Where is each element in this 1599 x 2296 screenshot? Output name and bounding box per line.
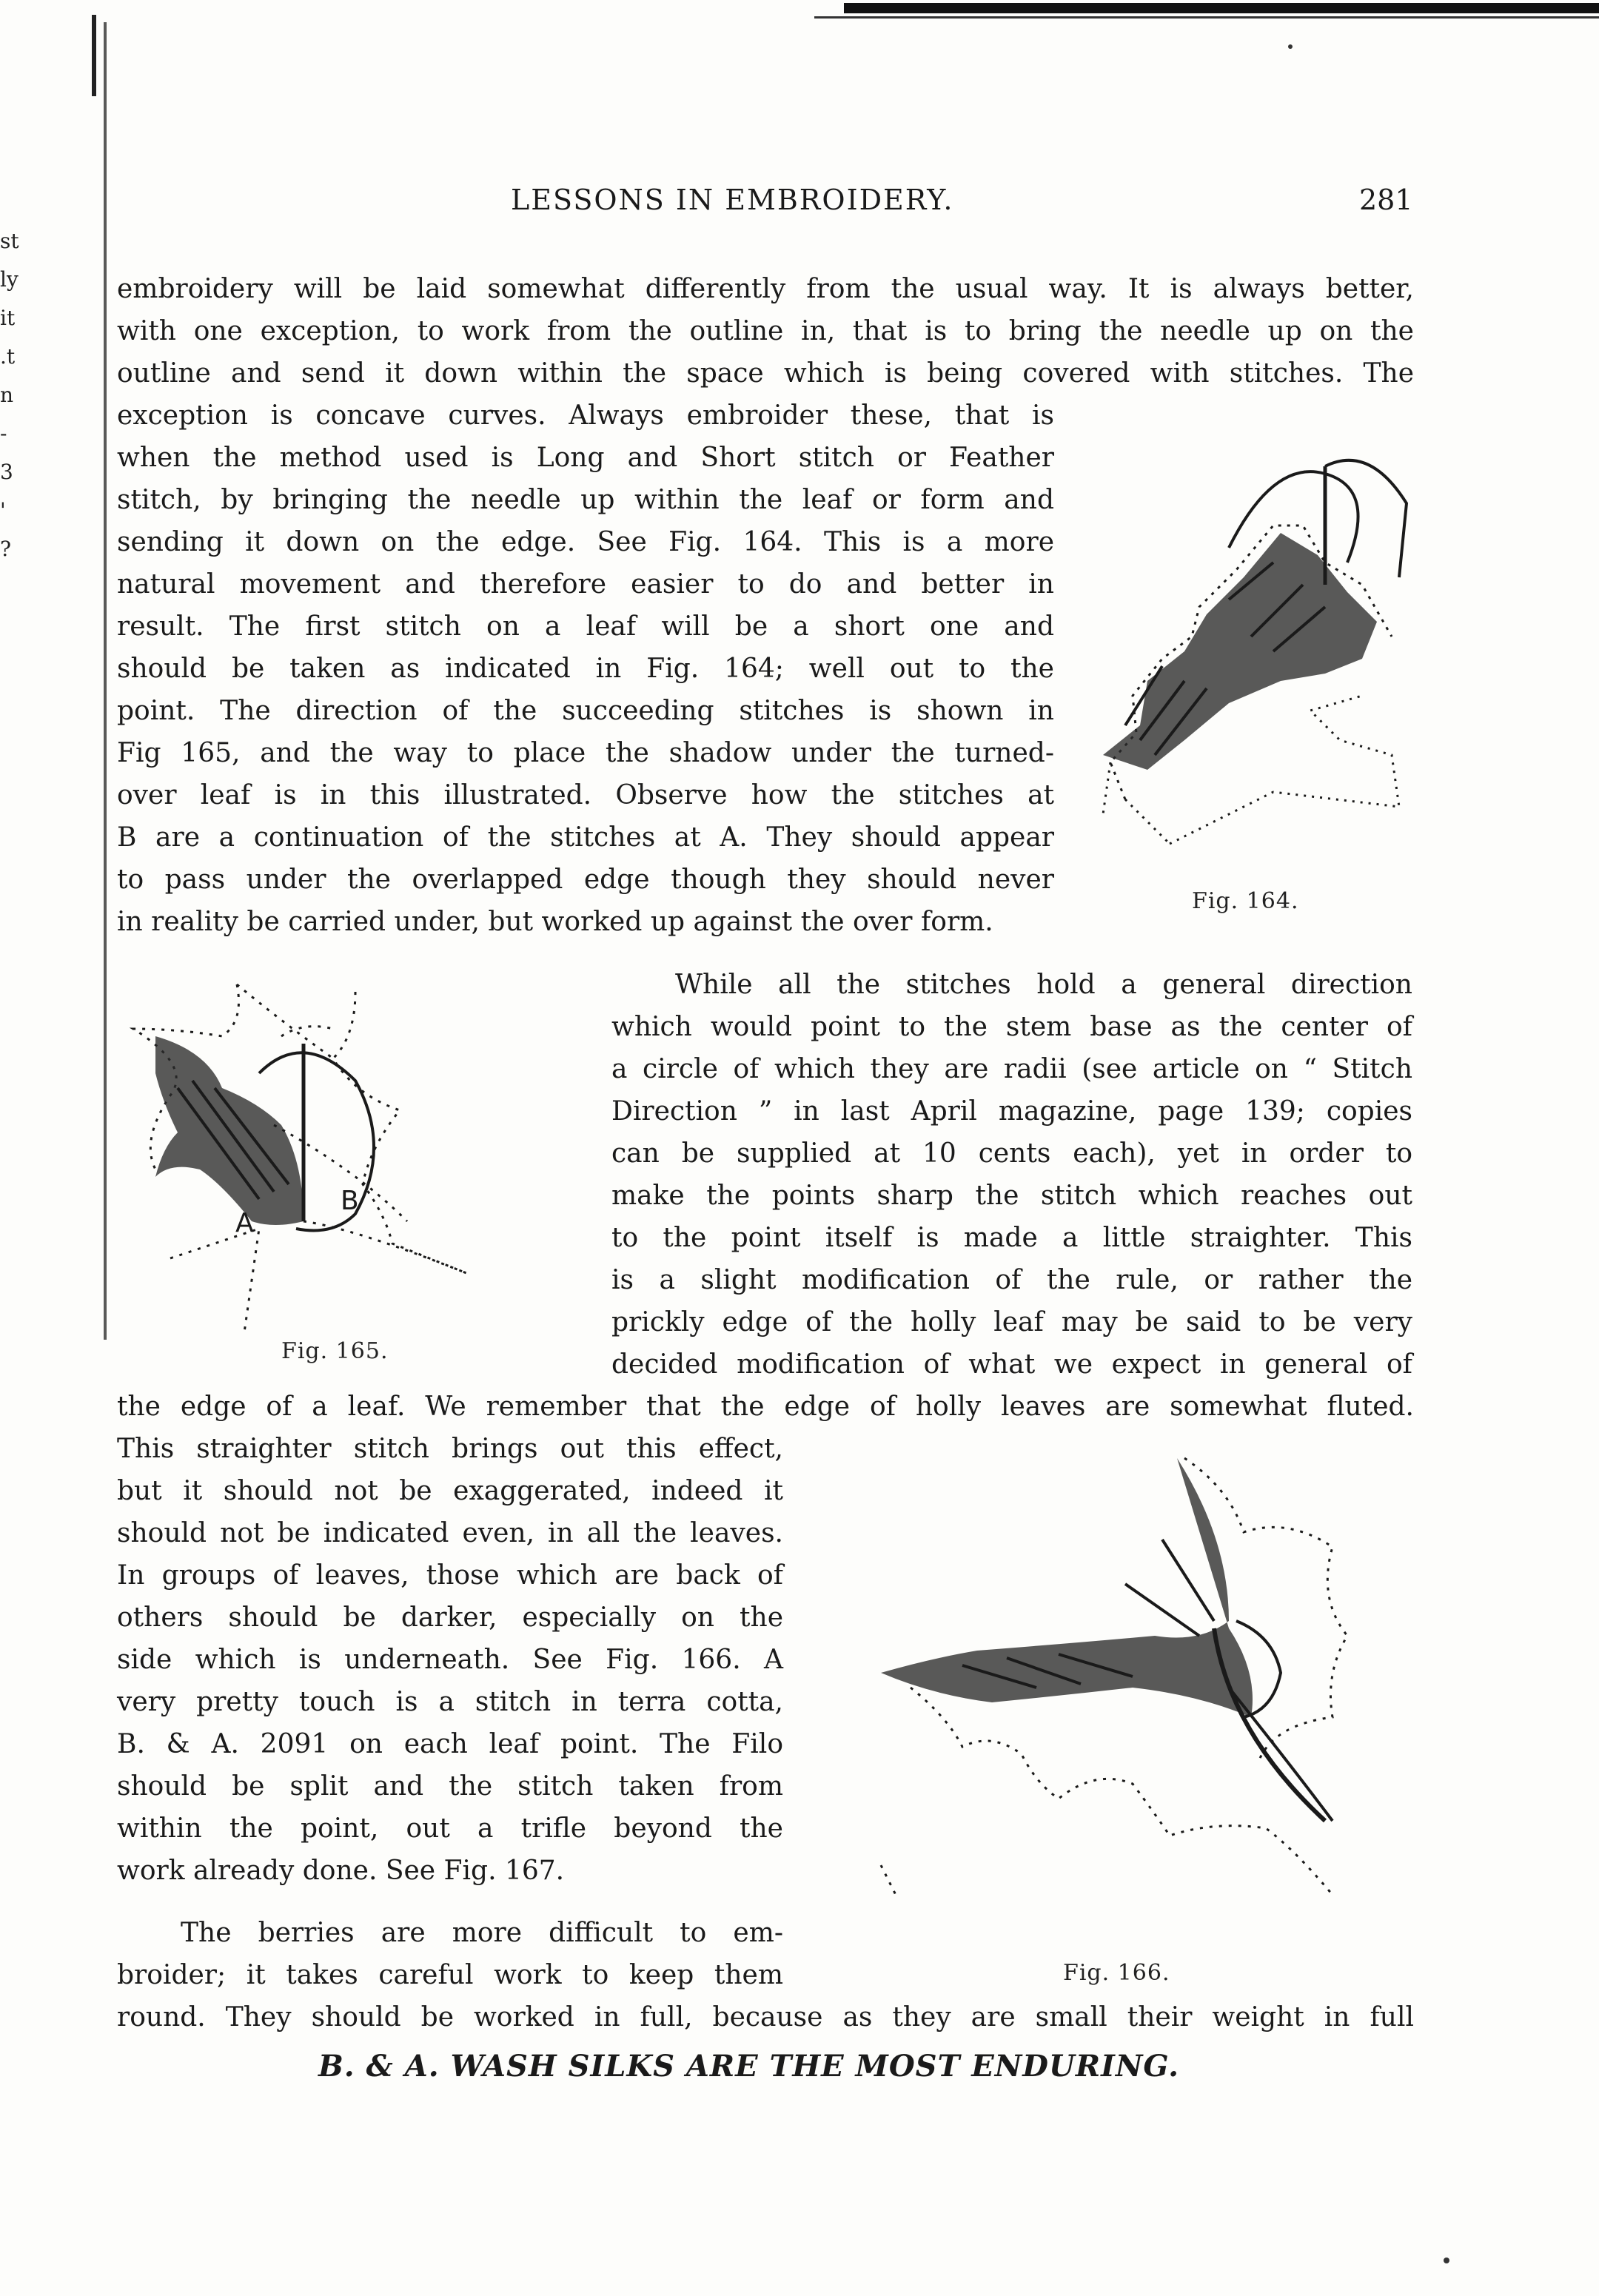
text-line: exception is concave curves. Always embroider these, that is xyxy=(117,400,1054,431)
text-line: but it should not be exaggerated, indeed it xyxy=(117,1476,783,1506)
text-line: result. The first stitch on a leaf will be a short one and xyxy=(117,611,1054,642)
text-line: side which is underneath. See Fig. 166. A xyxy=(117,1645,783,1675)
paragraph-2-beside-fig165 xyxy=(611,964,1412,1386)
paragraph-3-wide xyxy=(117,1996,1414,2038)
edge-fragment: st xyxy=(0,229,19,253)
figure-164 xyxy=(1081,414,1421,914)
scan-speck xyxy=(1288,44,1293,49)
text-line: B. & A. 2091 on each leaf point. The Filo xyxy=(117,1729,783,1759)
edge-fragment: ' xyxy=(0,498,6,523)
paragraph-1-narrow xyxy=(117,395,1054,943)
paragraph-2-beside-fig166 xyxy=(117,1428,783,1892)
gutter-mark xyxy=(92,15,96,96)
text-line: make the points sharp the stitch which reaches out xyxy=(611,1181,1412,1211)
text-line: when the method used is Long and Short stitch or Feather xyxy=(117,443,1054,473)
figure-165 xyxy=(111,977,570,1369)
text-line: prickly edge of the holly leaf may be said to be very xyxy=(611,1307,1412,1337)
figure-caption: Fig. 164. xyxy=(1192,888,1299,914)
edge-fragment: - xyxy=(0,421,7,446)
text-line: others should be darker, especially on the xyxy=(117,1602,783,1633)
text-line: a circle of which they are radii (see article on “ Stitch xyxy=(611,1054,1412,1084)
edge-fragment: n xyxy=(0,383,14,407)
figure-165-illustration xyxy=(111,977,570,1332)
text-line: should be taken as indicated in Fig. 164; well out to the xyxy=(117,654,1054,684)
edge-fragment: ly xyxy=(0,267,19,292)
text-line: can be supplied at 10 cents each), yet in order to xyxy=(611,1138,1412,1169)
text-line: to the point itself is made a little straighter. This xyxy=(611,1223,1412,1253)
text-line: stitch, by bringing the needle up within the leaf or form and xyxy=(117,485,1054,515)
gutter-shadow xyxy=(104,22,107,1340)
running-head: LESSONS IN EMBROIDERY. xyxy=(511,184,954,216)
paragraph-3-narrow xyxy=(117,1912,783,1996)
paragraph-2-wide xyxy=(117,1386,1414,1428)
text-line: embroidery will be laid somewhat differently from the usual way. It is always better, xyxy=(117,274,1414,304)
text-line: natural movement and therefore easier to do and better in xyxy=(117,569,1054,600)
text-line: in reality be carried under, but worked up against the over form. xyxy=(117,907,993,937)
page-number: 281 xyxy=(1359,184,1413,216)
edge-fragment: 3 xyxy=(0,460,13,484)
edge-fragment: it xyxy=(0,306,16,330)
text-line: very pretty touch is a stitch in terra cotta, xyxy=(117,1687,783,1717)
text-line: is a slight modification of the rule, or rather the xyxy=(611,1265,1412,1295)
figure-166 xyxy=(814,1451,1392,2013)
text-line: which would point to the stem base as the center of xyxy=(611,1012,1412,1042)
text-line: should be split and the stitch taken from xyxy=(117,1771,783,1802)
text-line: outline and send it down within the space which is being covered with stitches. The xyxy=(117,358,1414,389)
text-line: In groups of leaves, those which are back of xyxy=(117,1560,783,1591)
text-line: Fig 165, and the way to place the shadow under the turned- xyxy=(117,738,1054,768)
figure-caption: Fig. 165. xyxy=(281,1338,389,1364)
paragraph-1-wide xyxy=(117,268,1414,395)
text-line: broider; it takes careful work to keep them xyxy=(117,1960,783,1990)
footer-slogan: B. & A. WASH SILKS ARE THE MOST ENDURING. xyxy=(318,2049,1180,2084)
text-line: B are a continuation of the stitches at A. They should appear xyxy=(117,822,1054,853)
text-line: with one exception, to work from the outline in, that is to bring the needle up on the xyxy=(117,316,1414,346)
text-line: to pass under the overlapped edge though they should never xyxy=(117,865,1054,895)
scan-speck xyxy=(1444,2258,1449,2263)
text-line: within the point, out a trifle beyond the xyxy=(117,1813,783,1844)
text-line: the edge of a leaf. We remember that the edge of holly leaves are somewhat fluted. xyxy=(117,1392,1414,1422)
text-line: decided modification of what we expect in general of xyxy=(611,1349,1412,1380)
edge-fragment: ? xyxy=(0,537,12,561)
text-line: work already done. See Fig. 167. xyxy=(117,1856,565,1886)
text-line: While all the stitches hold a general direction xyxy=(675,970,1412,1000)
scan-edge-line xyxy=(814,16,1599,19)
text-line: sending it down on the edge. See Fig. 164. This is a more xyxy=(117,527,1054,557)
figure-166-illustration xyxy=(814,1451,1392,1969)
text-line: The berries are more difficult to em- xyxy=(181,1918,783,1948)
facing-page-fragments xyxy=(0,222,30,568)
text-line: This straighter stitch brings out this effect, xyxy=(117,1434,783,1464)
figure-164-illustration xyxy=(1081,414,1421,859)
text-line: Direction ” in last April magazine, page 139; copies xyxy=(611,1096,1412,1127)
scan-edge-bar xyxy=(844,3,1599,13)
text-line: should not be indicated even, in all the leaves. xyxy=(117,1518,783,1548)
figure-label-a: A xyxy=(235,1208,254,1238)
text-line: over leaf is in this illustrated. Observe how the stitches at xyxy=(117,780,1054,810)
text-line: point. The direction of the succeeding stitches is shown in xyxy=(117,696,1054,726)
figure-label-b: B xyxy=(341,1186,359,1216)
edge-fragment: .t xyxy=(0,344,16,369)
text-line: round. They should be worked in full, because as they are small their weight in full xyxy=(117,2002,1414,2033)
figure-caption: Fig. 166. xyxy=(1063,1960,1170,1986)
